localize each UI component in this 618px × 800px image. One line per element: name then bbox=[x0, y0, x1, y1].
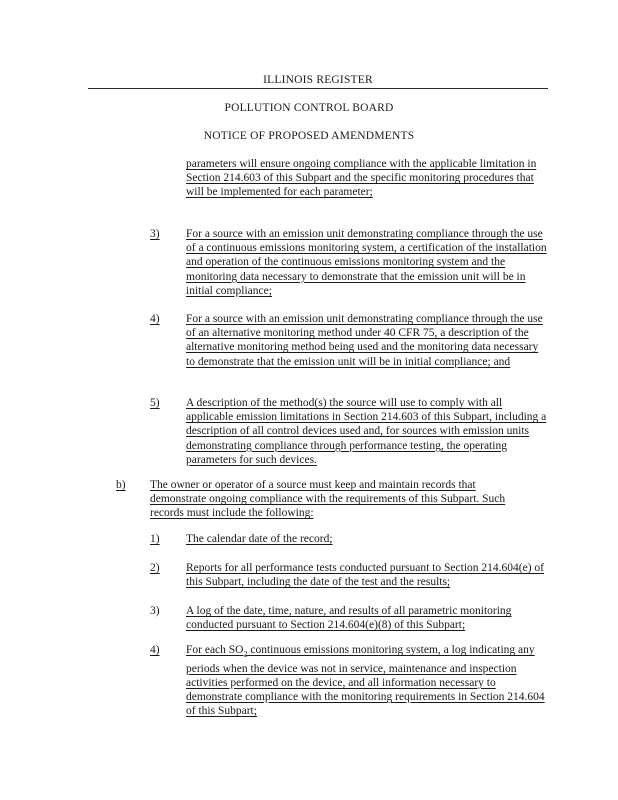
item-b3-text: A log of the date, time, nature, and results of all parametric monitoring conducted pursuant to Section 214.604(e)(8) of this Subpart; bbox=[186, 605, 512, 632]
item-a3-text: For a source with an emission unit demonstrating compliance through the use of a continuous emissions monitoring system, a certification of the installation and operation of the continuous emissions monitoring system and the monitoring data necessary to demonstrate that the emission unit will be in initial compliance; bbox=[186, 228, 547, 297]
intro-continuation: parameters will ensure ongoing compliance with the applicable limitation in Section 214.603 of this Subpart and the specific monitoring procedures that will be implemented for each parameter; bbox=[186, 158, 537, 199]
board-title: POLLUTION CONTROL BOARD bbox=[224, 102, 394, 114]
register-title: ILLINOIS REGISTER bbox=[259, 74, 377, 86]
item-b1-number: 1) bbox=[150, 533, 160, 545]
section-b-label: b) bbox=[116, 479, 126, 491]
item-b4-number: 4) bbox=[150, 644, 160, 656]
item-b3-number: 3) bbox=[150, 605, 160, 617]
item-b4-subscript: 2 bbox=[243, 649, 248, 659]
header-rule bbox=[88, 72, 548, 89]
item-a4-number: 4) bbox=[150, 313, 160, 325]
item-b2-number: 2) bbox=[150, 562, 160, 574]
item-b1-text: The calendar date of the record; bbox=[186, 533, 333, 545]
item-a5-number: 5) bbox=[150, 397, 160, 409]
item-b4-text bbox=[186, 643, 550, 718]
item-b4-text-post: continuous emissions monitoring system, a log indicating any periods when the device was not in service, maintenance and inspection activities performed on the device, and all information necessary to demonstrate compliance with the monitoring requirements in Section 214.604 of this Subpart; bbox=[186, 644, 545, 718]
notice-title: NOTICE OF PROPOSED AMENDMENTS bbox=[203, 130, 415, 142]
item-b2-text: Reports for all performance tests conducted pursuant to Section 214.604(e) of this Subpart, including the date of the test and the results; bbox=[186, 562, 544, 589]
item-a4-text: For a source with an emission unit demonstrating compliance through the use of an alternative monitoring method under 40 CFR 75, a description of the alternative monitoring method being used and the monitoring data necessary to demonstrate that the emission unit will be in initial compliance; and bbox=[186, 313, 543, 368]
item-a5-text: A description of the method(s) the source will use to comply with all applicable emission limitations in Section 214.603 of this Subpart, including a description of all control devices used and, for sources with emission units demonstrating compliance through performance testing, the operating parameters for such devices. bbox=[186, 397, 547, 466]
item-b4-text-pre: For each SO bbox=[186, 644, 244, 656]
item-a3-number: 3) bbox=[150, 228, 160, 240]
section-b-text: The owner or operator of a source must keep and maintain records that demonstrate ongoing compliance with the requirements of this Subpart. Such records must include the following: bbox=[150, 479, 506, 520]
